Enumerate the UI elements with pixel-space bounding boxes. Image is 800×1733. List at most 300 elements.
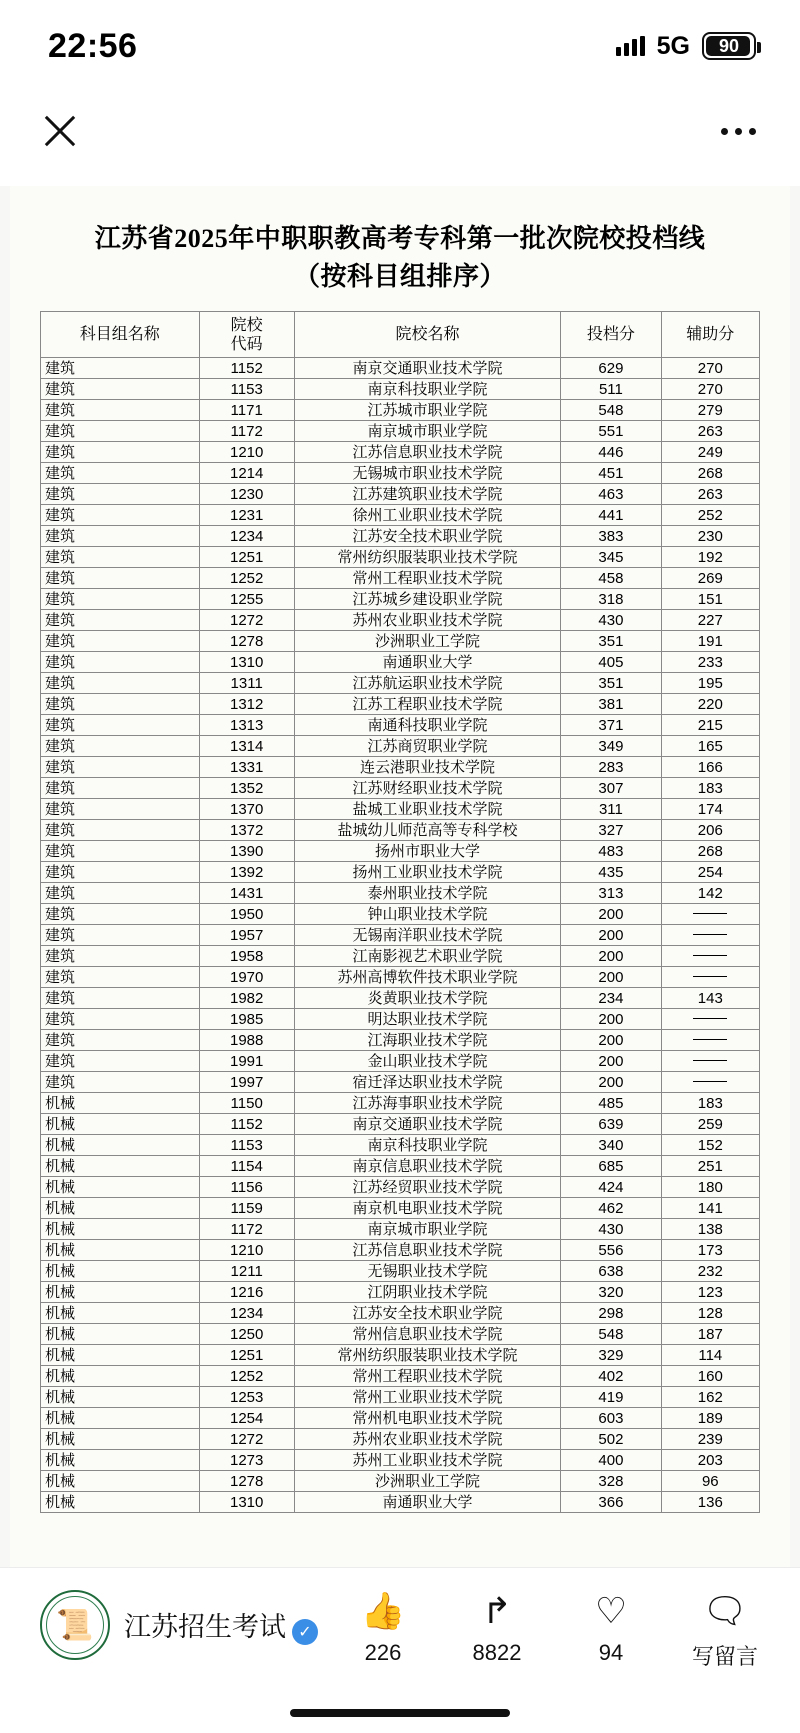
table-row	[41, 925, 760, 946]
cell-subject: 机械	[41, 1471, 200, 1492]
cell-subject: 建筑	[41, 568, 200, 589]
cell-code: 1153	[199, 379, 294, 400]
no-value-dash	[693, 934, 727, 935]
cell-subject: 建筑	[41, 1009, 200, 1030]
battery-icon	[702, 32, 756, 60]
cell-code: 1957	[199, 925, 294, 946]
cell-school: 盐城工业职业技术学院	[294, 799, 560, 820]
page-title	[10, 186, 790, 295]
cell-subject: 机械	[41, 1303, 200, 1324]
cell-score: 383	[561, 526, 661, 547]
cell-score: 345	[561, 547, 661, 568]
column-header-school: 院校名称	[294, 312, 560, 358]
cell-code: 1310	[199, 652, 294, 673]
cell-subject: 建筑	[41, 400, 200, 421]
cell-aux: 269	[661, 568, 759, 589]
cell-code: 1372	[199, 820, 294, 841]
cell-aux	[661, 1072, 759, 1093]
cell-score: 424	[561, 1177, 661, 1198]
cell-code: 1390	[199, 841, 294, 862]
cell-school: 无锡城市职业技术学院	[294, 463, 560, 484]
cell-score: 685	[561, 1156, 661, 1177]
table-row	[41, 358, 760, 379]
table-row	[41, 1324, 760, 1345]
table-row	[41, 484, 760, 505]
table-row	[41, 715, 760, 736]
cell-subject: 机械	[41, 1408, 200, 1429]
actions-group	[348, 1590, 760, 1671]
no-value-dash	[693, 976, 727, 977]
cell-code: 1982	[199, 988, 294, 1009]
cell-subject: 建筑	[41, 610, 200, 631]
cell-subject: 建筑	[41, 358, 200, 379]
table-row	[41, 631, 760, 652]
cell-aux	[661, 1051, 759, 1072]
heart-label: 94	[598, 1640, 624, 1665]
cell-score: 483	[561, 841, 661, 862]
cell-subject: 建筑	[41, 757, 200, 778]
table-row	[41, 757, 760, 778]
cell-aux: 268	[661, 841, 759, 862]
cell-aux: 270	[661, 379, 759, 400]
cell-score: 329	[561, 1345, 661, 1366]
cell-school: 江苏工程职业技术学院	[294, 694, 560, 715]
cell-aux: 263	[661, 484, 759, 505]
cell-score: 430	[561, 610, 661, 631]
cell-school: 南通科技职业学院	[294, 715, 560, 736]
cell-score: 458	[561, 568, 661, 589]
cell-aux: 165	[661, 736, 759, 757]
cell-aux: 192	[661, 547, 759, 568]
cell-subject: 机械	[41, 1177, 200, 1198]
no-value-dash	[693, 1018, 727, 1019]
cell-code: 1431	[199, 883, 294, 904]
cell-score: 200	[561, 904, 661, 925]
no-value-dash	[693, 1081, 727, 1082]
table-body	[41, 358, 760, 1513]
cell-school: 江苏建筑职业技术学院	[294, 484, 560, 505]
cell-subject: 建筑	[41, 484, 200, 505]
cell-code: 1272	[199, 610, 294, 631]
cell-aux: 232	[661, 1261, 759, 1282]
table-row	[41, 883, 760, 904]
cell-subject: 机械	[41, 1135, 200, 1156]
cell-subject: 机械	[41, 1093, 200, 1114]
cell-score: 351	[561, 631, 661, 652]
cell-code: 1310	[199, 1492, 294, 1513]
cell-subject: 建筑	[41, 715, 200, 736]
cell-aux: 195	[661, 673, 759, 694]
cell-code: 1352	[199, 778, 294, 799]
cell-score: 340	[561, 1135, 661, 1156]
no-value-dash	[693, 1060, 727, 1061]
cell-school: 苏州工业职业技术学院	[294, 1450, 560, 1471]
cell-aux: 206	[661, 820, 759, 841]
network-type-label: 5G	[656, 31, 690, 60]
cell-school: 江苏经贸职业技术学院	[294, 1177, 560, 1198]
table-row	[41, 1282, 760, 1303]
table-row	[41, 1303, 760, 1324]
battery-percent: 90	[718, 35, 740, 56]
cell-school: 沙洲职业工学院	[294, 631, 560, 652]
cell-school: 南京机电职业技术学院	[294, 1198, 560, 1219]
cell-subject: 建筑	[41, 673, 200, 694]
cell-score: 327	[561, 820, 661, 841]
table-row	[41, 1240, 760, 1261]
cell-code: 1251	[199, 1345, 294, 1366]
cell-aux: 183	[661, 778, 759, 799]
cell-code: 1252	[199, 568, 294, 589]
status-bar	[0, 0, 800, 92]
page-title-line1: 江苏省2025年中职职教高考专科第一批次院校投档线	[94, 224, 706, 253]
home-indicator	[290, 1709, 510, 1717]
cell-aux: 249	[661, 442, 759, 463]
cell-subject: 建筑	[41, 694, 200, 715]
cell-school: 扬州市职业大学	[294, 841, 560, 862]
cell-school: 常州机电职业技术学院	[294, 1408, 560, 1429]
cell-score: 283	[561, 757, 661, 778]
cell-school: 沙洲职业工学院	[294, 1471, 560, 1492]
cell-school: 常州纺织服装职业技术学院	[294, 1345, 560, 1366]
cell-school: 常州信息职业技术学院	[294, 1324, 560, 1345]
cell-score: 551	[561, 421, 661, 442]
comment-action[interactable]	[690, 1592, 760, 1671]
cell-score: 200	[561, 1030, 661, 1051]
cell-school: 江苏商贸职业学院	[294, 736, 560, 757]
cell-aux: 187	[661, 1324, 759, 1345]
cell-code: 1214	[199, 463, 294, 484]
cell-subject: 机械	[41, 1156, 200, 1177]
account-name: 江苏招生考试	[124, 1612, 286, 1643]
close-icon[interactable]	[40, 111, 80, 151]
cell-school: 南京信息职业技术学院	[294, 1156, 560, 1177]
cell-school: 扬州工业职业技术学院	[294, 862, 560, 883]
verified-badge-icon: ✓	[292, 1619, 318, 1645]
account-name-wrap	[124, 1605, 318, 1645]
heart-icon: ♡	[594, 1590, 628, 1631]
table-row	[41, 1177, 760, 1198]
avatar-emblem-icon: 📜	[46, 1596, 104, 1654]
cell-subject: 建筑	[41, 799, 200, 820]
cell-aux: 141	[661, 1198, 759, 1219]
cell-aux: 252	[661, 505, 759, 526]
cell-code: 1250	[199, 1324, 294, 1345]
status-indicators	[616, 32, 756, 61]
cell-subject: 机械	[41, 1219, 200, 1240]
document-sheet	[10, 186, 790, 1567]
table-row	[41, 673, 760, 694]
cell-aux: 162	[661, 1387, 759, 1408]
table-row	[41, 820, 760, 841]
cell-code: 1331	[199, 757, 294, 778]
cell-score: 638	[561, 1261, 661, 1282]
cell-subject: 机械	[41, 1324, 200, 1345]
table-row	[41, 1030, 760, 1051]
cell-score: 603	[561, 1408, 661, 1429]
table-header-row	[41, 312, 760, 358]
cell-code: 1231	[199, 505, 294, 526]
table-row	[41, 1114, 760, 1135]
cell-score: 402	[561, 1366, 661, 1387]
cell-score: 366	[561, 1492, 661, 1513]
cell-score: 446	[561, 442, 661, 463]
cell-school: 无锡职业技术学院	[294, 1261, 560, 1282]
cell-aux: 174	[661, 799, 759, 820]
table-row	[41, 1492, 760, 1513]
thumbs-up-action[interactable]	[348, 1592, 418, 1666]
cell-aux: 279	[661, 400, 759, 421]
table-header	[41, 312, 760, 358]
cell-subject: 机械	[41, 1282, 200, 1303]
table-row	[41, 1009, 760, 1030]
cell-school: 江苏航运职业技术学院	[294, 673, 560, 694]
cell-school: 江阴职业技术学院	[294, 1282, 560, 1303]
cell-code: 1970	[199, 967, 294, 988]
table-row	[41, 1429, 760, 1450]
cell-code: 1253	[199, 1387, 294, 1408]
cell-aux: 254	[661, 862, 759, 883]
table-row	[41, 736, 760, 757]
cell-code: 1991	[199, 1051, 294, 1072]
cell-subject: 机械	[41, 1429, 200, 1450]
cell-subject: 机械	[41, 1492, 200, 1513]
column-header-subject: 科目组名称	[41, 312, 200, 358]
cell-subject: 机械	[41, 1366, 200, 1387]
cell-school: 常州工业职业技术学院	[294, 1387, 560, 1408]
cell-aux: 263	[661, 421, 759, 442]
cell-school: 江苏信息职业技术学院	[294, 1240, 560, 1261]
table-row	[41, 1471, 760, 1492]
cell-subject: 建筑	[41, 925, 200, 946]
cell-code: 1153	[199, 1135, 294, 1156]
table-row	[41, 967, 760, 988]
cell-code: 1392	[199, 862, 294, 883]
cell-aux: 189	[661, 1408, 759, 1429]
cell-subject: 建筑	[41, 946, 200, 967]
table-row	[41, 1366, 760, 1387]
cell-aux: 166	[661, 757, 759, 778]
cell-aux: 152	[661, 1135, 759, 1156]
cell-code: 1216	[199, 1282, 294, 1303]
cell-school: 江苏安全技术职业学院	[294, 1303, 560, 1324]
cell-score: 430	[561, 1219, 661, 1240]
cell-aux	[661, 1030, 759, 1051]
column-header-code-line2: 代码	[230, 335, 263, 353]
cell-code: 1172	[199, 1219, 294, 1240]
cell-school: 南京科技职业学院	[294, 379, 560, 400]
cell-code: 1211	[199, 1261, 294, 1282]
table-row	[41, 799, 760, 820]
cell-school: 江苏财经职业技术学院	[294, 778, 560, 799]
table-row	[41, 1450, 760, 1471]
table-row	[41, 904, 760, 925]
cell-subject: 建筑	[41, 421, 200, 442]
cell-code: 1234	[199, 526, 294, 547]
cell-aux: 96	[661, 1471, 759, 1492]
cell-score: 502	[561, 1429, 661, 1450]
cell-subject: 机械	[41, 1261, 200, 1282]
cell-subject: 建筑	[41, 862, 200, 883]
cell-score: 328	[561, 1471, 661, 1492]
table-row	[41, 988, 760, 1009]
cell-score: 200	[561, 1051, 661, 1072]
cell-score: 307	[561, 778, 661, 799]
table-row	[41, 421, 760, 442]
cell-subject: 建筑	[41, 778, 200, 799]
table-row	[41, 1051, 760, 1072]
cell-code: 1154	[199, 1156, 294, 1177]
table-row	[41, 400, 760, 421]
cell-code: 1171	[199, 400, 294, 421]
no-value-dash	[693, 1039, 727, 1040]
cell-subject: 建筑	[41, 736, 200, 757]
cell-subject: 建筑	[41, 589, 200, 610]
cell-score: 435	[561, 862, 661, 883]
cell-aux	[661, 904, 759, 925]
article-content[interactable]	[0, 186, 800, 1567]
cell-score: 419	[561, 1387, 661, 1408]
cell-school: 宿迁泽达职业技术学院	[294, 1072, 560, 1093]
cell-school: 钟山职业技术学院	[294, 904, 560, 925]
cell-school: 江南影视艺术职业学院	[294, 946, 560, 967]
cell-aux: 143	[661, 988, 759, 1009]
cell-score: 629	[561, 358, 661, 379]
cell-code: 1156	[199, 1177, 294, 1198]
table-row	[41, 946, 760, 967]
cell-code: 1273	[199, 1450, 294, 1471]
cell-score: 311	[561, 799, 661, 820]
cell-aux: 230	[661, 526, 759, 547]
cell-score: 511	[561, 379, 661, 400]
cell-code: 1958	[199, 946, 294, 967]
cell-score: 371	[561, 715, 661, 736]
cell-school: 苏州农业职业技术学院	[294, 610, 560, 631]
cell-school: 盐城幼儿师范高等专科学校	[294, 820, 560, 841]
cell-score: 451	[561, 463, 661, 484]
cell-subject: 机械	[41, 1240, 200, 1261]
table-row	[41, 1408, 760, 1429]
table-row	[41, 652, 760, 673]
cell-score: 200	[561, 967, 661, 988]
signal-bars-icon	[616, 36, 645, 56]
column-header-code-line1: 院校	[230, 316, 263, 334]
cell-code: 1255	[199, 589, 294, 610]
cell-school: 南通职业大学	[294, 652, 560, 673]
account-block[interactable]	[40, 1590, 318, 1660]
table-row	[41, 568, 760, 589]
cell-aux	[661, 967, 759, 988]
cell-code: 1251	[199, 547, 294, 568]
cell-code: 1254	[199, 1408, 294, 1429]
table-row	[41, 1345, 760, 1366]
table-row	[41, 1219, 760, 1240]
cell-aux: 233	[661, 652, 759, 673]
cell-score: 313	[561, 883, 661, 904]
cell-score: 556	[561, 1240, 661, 1261]
table-row	[41, 1135, 760, 1156]
share-icon: ↱	[481, 1590, 513, 1631]
cell-aux: 142	[661, 883, 759, 904]
cell-subject: 建筑	[41, 1030, 200, 1051]
cell-subject: 建筑	[41, 526, 200, 547]
cell-subject: 建筑	[41, 379, 200, 400]
cell-subject: 建筑	[41, 967, 200, 988]
cell-aux: 270	[661, 358, 759, 379]
thumbs-up-icon: 👍	[360, 1590, 406, 1631]
page-title-line2: （按科目组排序）	[293, 261, 506, 291]
avatar[interactable]	[40, 1590, 110, 1660]
cell-school: 泰州职业技术学院	[294, 883, 560, 904]
cell-score: 351	[561, 673, 661, 694]
share-action[interactable]	[462, 1592, 532, 1666]
table-row	[41, 547, 760, 568]
no-value-dash	[693, 913, 727, 914]
cell-score: 463	[561, 484, 661, 505]
share-label: 8822	[472, 1640, 522, 1665]
table-row	[41, 778, 760, 799]
cell-score: 318	[561, 589, 661, 610]
cell-code: 1172	[199, 421, 294, 442]
cell-subject: 建筑	[41, 1072, 200, 1093]
cell-aux: 251	[661, 1156, 759, 1177]
table-row	[41, 1072, 760, 1093]
cell-school: 常州纺织服装职业技术学院	[294, 547, 560, 568]
cell-code: 1210	[199, 1240, 294, 1261]
cell-subject: 建筑	[41, 652, 200, 673]
cell-aux: 191	[661, 631, 759, 652]
cell-code: 1150	[199, 1093, 294, 1114]
cell-code: 1278	[199, 631, 294, 652]
top-nav-bar	[0, 92, 800, 170]
cell-school: 南京城市职业学院	[294, 1219, 560, 1240]
cell-score: 298	[561, 1303, 661, 1324]
cell-aux: 268	[661, 463, 759, 484]
cell-subject: 机械	[41, 1114, 200, 1135]
cell-subject: 机械	[41, 1345, 200, 1366]
thumbs-up-label: 226	[364, 1640, 402, 1665]
more-options-icon[interactable]	[721, 128, 756, 135]
cell-subject: 建筑	[41, 547, 200, 568]
cell-aux: 138	[661, 1219, 759, 1240]
cell-subject: 建筑	[41, 841, 200, 862]
cell-score: 200	[561, 1009, 661, 1030]
cell-score: 485	[561, 1093, 661, 1114]
cell-school: 苏州农业职业技术学院	[294, 1429, 560, 1450]
cell-subject: 建筑	[41, 463, 200, 484]
cell-code: 1314	[199, 736, 294, 757]
heart-action[interactable]	[576, 1592, 646, 1666]
no-value-dash	[693, 955, 727, 956]
cell-school: 江海职业技术学院	[294, 1030, 560, 1051]
cell-code: 1988	[199, 1030, 294, 1051]
cell-aux: 151	[661, 589, 759, 610]
cell-code: 1152	[199, 1114, 294, 1135]
column-header-code	[199, 312, 294, 358]
table-row	[41, 442, 760, 463]
table-row	[41, 841, 760, 862]
cell-school: 金山职业技术学院	[294, 1051, 560, 1072]
table-row	[41, 526, 760, 547]
cell-school: 连云港职业技术学院	[294, 757, 560, 778]
cell-school: 南京交通职业技术学院	[294, 358, 560, 379]
cell-aux: 220	[661, 694, 759, 715]
cell-aux: 128	[661, 1303, 759, 1324]
table-row	[41, 505, 760, 526]
cell-aux: 136	[661, 1492, 759, 1513]
cell-subject: 建筑	[41, 904, 200, 925]
cell-score: 200	[561, 946, 661, 967]
cell-aux	[661, 946, 759, 967]
